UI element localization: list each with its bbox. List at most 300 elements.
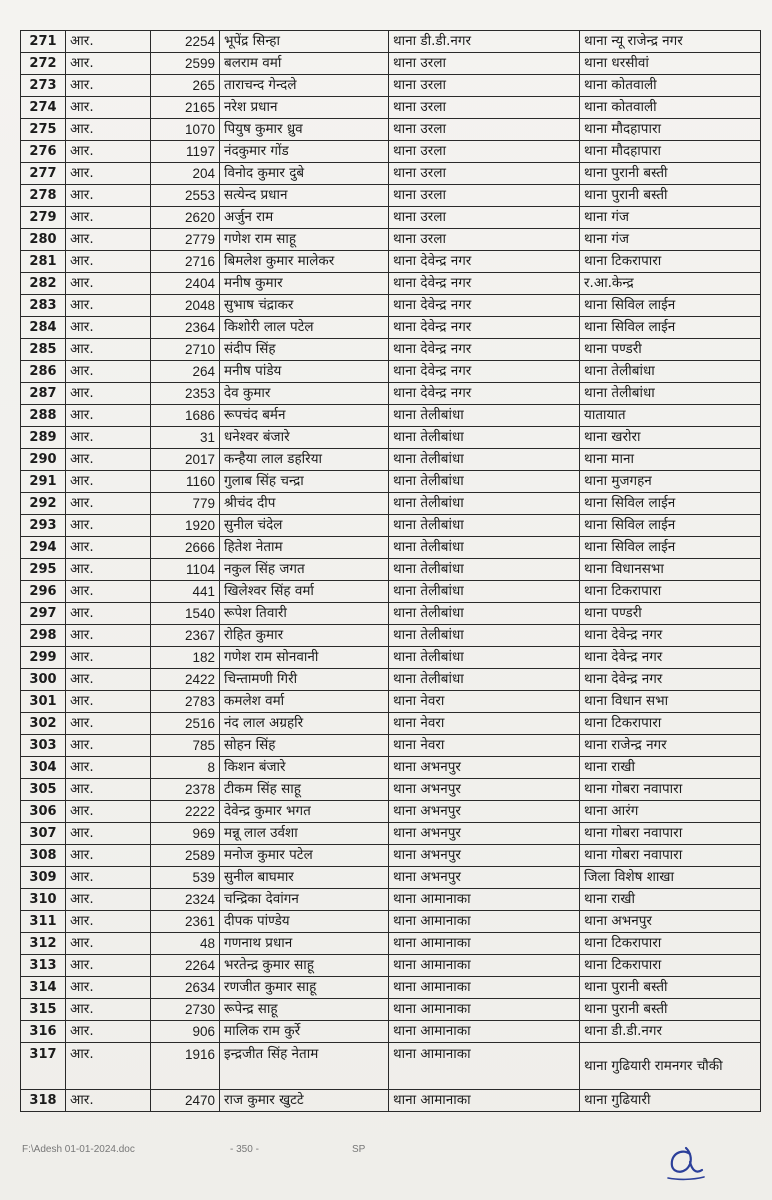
new-posting-cell: थाना आरंग <box>580 801 761 823</box>
current-posting-cell: थाना अभनपुर <box>389 757 580 779</box>
badge-number-cell: 2620 <box>151 207 220 229</box>
badge-number-cell: 2361 <box>151 911 220 933</box>
table-row <box>21 493 761 515</box>
current-posting-cell: थाना तेलीबांधा <box>389 669 580 691</box>
badge-number-cell: 182 <box>151 647 220 669</box>
current-posting-cell: थाना देवेन्द्र नगर <box>389 383 580 405</box>
serial-number-cell: 311 <box>21 911 66 933</box>
rank-cell: आर. <box>66 53 151 75</box>
rank-cell: आर. <box>66 823 151 845</box>
table-row <box>21 361 761 383</box>
new-posting-cell: थाना खरोरा <box>580 427 761 449</box>
serial-number-cell: 282 <box>21 273 66 295</box>
current-posting-cell: थाना देवेन्द्र नगर <box>389 251 580 273</box>
table-row <box>21 647 761 669</box>
table-row <box>21 119 761 141</box>
rank-cell: आर. <box>66 141 151 163</box>
new-posting-cell: थाना पुरानी बस्ती <box>580 163 761 185</box>
employee-name-cell: नंद लाल अग्रहरि <box>220 713 389 735</box>
table-row <box>21 427 761 449</box>
new-posting-cell: थाना सिविल लाईन <box>580 537 761 559</box>
new-posting-cell: थाना टिकरापारा <box>580 955 761 977</box>
rank-cell: आर. <box>66 1090 151 1112</box>
new-posting-cell: थाना टिकरापारा <box>580 581 761 603</box>
current-posting-cell: थाना तेलीबांधा <box>389 405 580 427</box>
current-posting-cell: थाना तेलीबांधा <box>389 559 580 581</box>
badge-number-cell: 1160 <box>151 471 220 493</box>
rank-cell: आर. <box>66 471 151 493</box>
employee-name-cell: सुनील बाघमार <box>220 867 389 889</box>
serial-number-cell: 276 <box>21 141 66 163</box>
table-row <box>21 735 761 757</box>
badge-number-cell: 1104 <box>151 559 220 581</box>
employee-name-cell: किशन बंजारे <box>220 757 389 779</box>
current-posting-cell: थाना आमानाका <box>389 1043 580 1090</box>
badge-number-cell: 2470 <box>151 1090 220 1112</box>
badge-number-cell: 2422 <box>151 669 220 691</box>
employee-name-cell: देवेन्द्र कुमार भगत <box>220 801 389 823</box>
rank-cell: आर. <box>66 713 151 735</box>
serial-number-cell: 304 <box>21 757 66 779</box>
employee-name-cell: संदीप सिंह <box>220 339 389 361</box>
new-posting-cell: थाना सिविल लाईन <box>580 317 761 339</box>
serial-number-cell: 301 <box>21 691 66 713</box>
serial-number-cell: 295 <box>21 559 66 581</box>
new-posting-cell: थाना डी.डी.नगर <box>580 1021 761 1043</box>
serial-number-cell: 298 <box>21 625 66 647</box>
rank-cell: आर. <box>66 405 151 427</box>
rank-cell: आर. <box>66 999 151 1021</box>
employee-name-cell: मनीष पांडेय <box>220 361 389 383</box>
current-posting-cell: थाना तेलीबांधा <box>389 647 580 669</box>
table-row <box>21 273 761 295</box>
new-posting-cell: थाना टिकरापारा <box>580 713 761 735</box>
table-row <box>21 779 761 801</box>
badge-number-cell: 779 <box>151 493 220 515</box>
current-posting-cell: थाना देवेन्द्र नगर <box>389 361 580 383</box>
serial-number-cell: 303 <box>21 735 66 757</box>
employee-name-cell: किशोरी लाल पटेल <box>220 317 389 339</box>
current-posting-cell: थाना तेलीबांधा <box>389 603 580 625</box>
serial-number-cell: 278 <box>21 185 66 207</box>
new-posting-cell: थाना पुरानी बस्ती <box>580 999 761 1021</box>
current-posting-cell: थाना उरला <box>389 119 580 141</box>
serial-number-cell: 274 <box>21 97 66 119</box>
badge-number-cell: 2666 <box>151 537 220 559</box>
serial-number-cell: 277 <box>21 163 66 185</box>
employee-name-cell: बिमलेश कुमार मालेकर <box>220 251 389 273</box>
rank-cell: आर. <box>66 75 151 97</box>
badge-number-cell: 1686 <box>151 405 220 427</box>
table-row <box>21 801 761 823</box>
serial-number-cell: 314 <box>21 977 66 999</box>
rank-cell: आर. <box>66 537 151 559</box>
employee-name-cell: गणेश राम सोनवानी <box>220 647 389 669</box>
new-posting-cell: थाना अभनपुर <box>580 911 761 933</box>
employee-name-cell: सोहन सिंह <box>220 735 389 757</box>
table-row <box>21 31 761 53</box>
employee-name-cell: मालिक राम कुर्रे <box>220 1021 389 1043</box>
rank-cell: आर. <box>66 581 151 603</box>
employee-name-cell: सुनील चंदेल <box>220 515 389 537</box>
new-posting-cell: थाना कोतवाली <box>580 97 761 119</box>
badge-number-cell: 2165 <box>151 97 220 119</box>
table-row <box>21 603 761 625</box>
employee-name-cell: बलराम वर्मा <box>220 53 389 75</box>
rank-cell: आर. <box>66 273 151 295</box>
table-row <box>21 933 761 955</box>
new-posting-cell: थाना देवेन्द्र नगर <box>580 647 761 669</box>
current-posting-cell: थाना तेलीबांधा <box>389 537 580 559</box>
employee-name-cell: सत्येन्द प्रधान <box>220 185 389 207</box>
employee-name-cell: रूपेन्द्र साहू <box>220 999 389 1021</box>
current-posting-cell: थाना आमानाका <box>389 911 580 933</box>
employee-name-cell: रूपचंद बर्मन <box>220 405 389 427</box>
rank-cell: आर. <box>66 801 151 823</box>
badge-number-cell: 2516 <box>151 713 220 735</box>
new-posting-cell: थाना देवेन्द्र नगर <box>580 669 761 691</box>
serial-number-cell: 271 <box>21 31 66 53</box>
employee-name-cell: रूपेश तिवारी <box>220 603 389 625</box>
new-posting-cell: थाना मौदहापारा <box>580 141 761 163</box>
current-posting-cell: थाना नेवरा <box>389 735 580 757</box>
table-row <box>21 339 761 361</box>
serial-number-cell: 313 <box>21 955 66 977</box>
serial-number-cell: 318 <box>21 1090 66 1112</box>
rank-cell: आर. <box>66 317 151 339</box>
new-posting-cell: थाना मुजगहन <box>580 471 761 493</box>
new-posting-cell: थाना तेलीबांधा <box>580 383 761 405</box>
serial-number-cell: 302 <box>21 713 66 735</box>
serial-number-cell: 275 <box>21 119 66 141</box>
rank-cell: आर. <box>66 1043 151 1090</box>
current-posting-cell: थाना उरला <box>389 163 580 185</box>
badge-number-cell: 8 <box>151 757 220 779</box>
badge-number-cell: 2783 <box>151 691 220 713</box>
employee-name-cell: गुलाब सिंह चन्द्रा <box>220 471 389 493</box>
current-posting-cell: थाना उरला <box>389 207 580 229</box>
rank-cell: आर. <box>66 361 151 383</box>
employee-name-cell: कन्हैया लाल डहरिया <box>220 449 389 471</box>
employee-name-cell: विनोद कुमार दुबे <box>220 163 389 185</box>
current-posting-cell: थाना अभनपुर <box>389 845 580 867</box>
serial-number-cell: 297 <box>21 603 66 625</box>
serial-number-cell: 286 <box>21 361 66 383</box>
serial-number-cell: 290 <box>21 449 66 471</box>
table-row <box>21 713 761 735</box>
badge-number-cell: 1197 <box>151 141 220 163</box>
current-posting-cell: थाना देवेन्द्र नगर <box>389 339 580 361</box>
rank-cell: आर. <box>66 207 151 229</box>
new-posting-cell: थाना पण्डरी <box>580 339 761 361</box>
rank-cell: आर. <box>66 779 151 801</box>
badge-number-cell: 2222 <box>151 801 220 823</box>
serial-number-cell: 305 <box>21 779 66 801</box>
serial-number-cell: 317 <box>21 1043 66 1090</box>
page-footer <box>22 1144 366 1155</box>
table-row <box>21 1021 761 1043</box>
new-posting-cell: थाना गंज <box>580 229 761 251</box>
serial-number-cell: 308 <box>21 845 66 867</box>
employee-name-cell: हितेश नेताम <box>220 537 389 559</box>
rank-cell: आर. <box>66 757 151 779</box>
table-row <box>21 53 761 75</box>
table-row <box>21 317 761 339</box>
new-posting-cell: थाना सिविल लाईन <box>580 515 761 537</box>
table-row <box>21 251 761 273</box>
badge-number-cell: 2378 <box>151 779 220 801</box>
transfer-table-body <box>21 31 761 1112</box>
table-row <box>21 999 761 1021</box>
employee-name-cell: सुभाष चंद्राकर <box>220 295 389 317</box>
badge-number-cell: 785 <box>151 735 220 757</box>
badge-number-cell: 2264 <box>151 955 220 977</box>
current-posting-cell: थाना उरला <box>389 185 580 207</box>
rank-cell: आर. <box>66 229 151 251</box>
current-posting-cell: थाना अभनपुर <box>389 867 580 889</box>
serial-number-cell: 292 <box>21 493 66 515</box>
badge-number-cell: 1540 <box>151 603 220 625</box>
serial-number-cell: 280 <box>21 229 66 251</box>
new-posting-cell: जिला विशेष शाखा <box>580 867 761 889</box>
table-row <box>21 383 761 405</box>
badge-number-cell: 2634 <box>151 977 220 999</box>
rank-cell: आर. <box>66 911 151 933</box>
employee-name-cell: अर्जुन राम <box>220 207 389 229</box>
new-posting-cell: थाना पुरानी बस्ती <box>580 977 761 999</box>
current-posting-cell: थाना आमानाका <box>389 889 580 911</box>
serial-number-cell: 300 <box>21 669 66 691</box>
serial-number-cell: 294 <box>21 537 66 559</box>
table-row <box>21 229 761 251</box>
badge-number-cell: 2324 <box>151 889 220 911</box>
employee-name-cell: रणजीत कुमार साहू <box>220 977 389 999</box>
current-posting-cell: थाना आमानाका <box>389 1090 580 1112</box>
employee-name-cell: धनेश्वर बंजारे <box>220 427 389 449</box>
new-posting-cell: थाना गंज <box>580 207 761 229</box>
table-row <box>21 141 761 163</box>
badge-number-cell: 2779 <box>151 229 220 251</box>
badge-number-cell: 2254 <box>151 31 220 53</box>
rank-cell: आर. <box>66 339 151 361</box>
table-row <box>21 185 761 207</box>
current-posting-cell: थाना उरला <box>389 97 580 119</box>
table-row <box>21 845 761 867</box>
new-posting-cell: थाना राखी <box>580 757 761 779</box>
new-posting-cell: थाना पण्डरी <box>580 603 761 625</box>
rank-cell: आर. <box>66 97 151 119</box>
current-posting-cell: थाना आमानाका <box>389 999 580 1021</box>
table-row <box>21 207 761 229</box>
employee-name-cell: खिलेश्वर सिंह वर्मा <box>220 581 389 603</box>
rank-cell: आर. <box>66 845 151 867</box>
table-row <box>21 75 761 97</box>
badge-number-cell: 2404 <box>151 273 220 295</box>
new-posting-cell: र.आ.केन्द्र <box>580 273 761 295</box>
serial-number-cell: 285 <box>21 339 66 361</box>
current-posting-cell: थाना आमानाका <box>389 933 580 955</box>
badge-number-cell: 969 <box>151 823 220 845</box>
current-posting-cell: थाना उरला <box>389 53 580 75</box>
rank-cell: आर. <box>66 295 151 317</box>
badge-number-cell: 2048 <box>151 295 220 317</box>
file-path: F:\Adesh 01-01-2024.doc <box>22 1144 135 1155</box>
new-posting-cell: थाना माना <box>580 449 761 471</box>
serial-number-cell: 288 <box>21 405 66 427</box>
new-posting-cell: थाना न्यू राजेन्द्र नगर <box>580 31 761 53</box>
rank-cell: आर. <box>66 603 151 625</box>
badge-number-cell: 265 <box>151 75 220 97</box>
serial-number-cell: 289 <box>21 427 66 449</box>
table-row <box>21 757 761 779</box>
table-row <box>21 625 761 647</box>
badge-number-cell: 2364 <box>151 317 220 339</box>
new-posting-cell: थाना विधानसभा <box>580 559 761 581</box>
new-posting-cell: यातायात <box>580 405 761 427</box>
current-posting-cell: थाना अभनपुर <box>389 779 580 801</box>
serial-number-cell: 287 <box>21 383 66 405</box>
badge-number-cell: 2367 <box>151 625 220 647</box>
rank-cell: आर. <box>66 559 151 581</box>
employee-name-cell: नंदकुमार गोंड <box>220 141 389 163</box>
badge-number-cell: 2710 <box>151 339 220 361</box>
table-row <box>21 515 761 537</box>
employee-name-cell: नरेश प्रधान <box>220 97 389 119</box>
badge-number-cell: 441 <box>151 581 220 603</box>
footer-sp-label: SP <box>352 1144 366 1155</box>
table-row <box>21 471 761 493</box>
serial-number-cell: 291 <box>21 471 66 493</box>
table-row <box>21 911 761 933</box>
current-posting-cell: थाना तेलीबांधा <box>389 471 580 493</box>
rank-cell: आर. <box>66 867 151 889</box>
new-posting-cell: थाना राखी <box>580 889 761 911</box>
serial-number-cell: 310 <box>21 889 66 911</box>
serial-number-cell: 299 <box>21 647 66 669</box>
current-posting-cell: थाना देवेन्द्र नगर <box>389 273 580 295</box>
serial-number-cell: 296 <box>21 581 66 603</box>
current-posting-cell: थाना नेवरा <box>389 713 580 735</box>
rank-cell: आर. <box>66 383 151 405</box>
new-posting-cell: थाना कोतवाली <box>580 75 761 97</box>
current-posting-cell: थाना तेलीबांधा <box>389 581 580 603</box>
rank-cell: आर. <box>66 1021 151 1043</box>
employee-name-cell: दीपक पांण्डेय <box>220 911 389 933</box>
employee-name-cell: मनोज कुमार पटेल <box>220 845 389 867</box>
employee-name-cell: टीकम सिंह साहू <box>220 779 389 801</box>
rank-cell: आर. <box>66 669 151 691</box>
current-posting-cell: थाना तेलीबांधा <box>389 427 580 449</box>
badge-number-cell: 1070 <box>151 119 220 141</box>
table-row <box>21 669 761 691</box>
new-posting-cell: थाना गोबरा नवापारा <box>580 823 761 845</box>
badge-number-cell: 1916 <box>151 1043 220 1090</box>
current-posting-cell: थाना डी.डी.नगर <box>389 31 580 53</box>
employee-name-cell: ताराचन्द गेन्दले <box>220 75 389 97</box>
rank-cell: आर. <box>66 647 151 669</box>
table-row <box>21 867 761 889</box>
rank-cell: आर. <box>66 251 151 273</box>
current-posting-cell: थाना तेलीबांधा <box>389 625 580 647</box>
current-posting-cell: थाना आमानाका <box>389 955 580 977</box>
current-posting-cell: थाना तेलीबांधा <box>389 493 580 515</box>
badge-number-cell: 2730 <box>151 999 220 1021</box>
rank-cell: आर. <box>66 955 151 977</box>
employee-name-cell: नकुल सिंह जगत <box>220 559 389 581</box>
employee-name-cell: गणेश राम साहू <box>220 229 389 251</box>
rank-cell: आर. <box>66 185 151 207</box>
current-posting-cell: थाना तेलीबांधा <box>389 449 580 471</box>
new-posting-cell: थाना पुरानी बस्ती <box>580 185 761 207</box>
current-posting-cell: थाना देवेन्द्र नगर <box>389 317 580 339</box>
badge-number-cell: 2017 <box>151 449 220 471</box>
rank-cell: आर. <box>66 625 151 647</box>
badge-number-cell: 2716 <box>151 251 220 273</box>
new-posting-cell: थाना गोबरा नवापारा <box>580 779 761 801</box>
new-posting-cell: थाना गोबरा नवापारा <box>580 845 761 867</box>
table-row <box>21 163 761 185</box>
serial-number-cell: 312 <box>21 933 66 955</box>
current-posting-cell: थाना अभनपुर <box>389 823 580 845</box>
serial-number-cell: 284 <box>21 317 66 339</box>
badge-number-cell: 31 <box>151 427 220 449</box>
employee-name-cell: रोहित कुमार <box>220 625 389 647</box>
badge-number-cell: 264 <box>151 361 220 383</box>
current-posting-cell: थाना नेवरा <box>389 691 580 713</box>
new-posting-cell: थाना सिविल लाईन <box>580 493 761 515</box>
table-row <box>21 97 761 119</box>
rank-cell: आर. <box>66 515 151 537</box>
new-posting-cell: थाना टिकरापारा <box>580 251 761 273</box>
rank-cell: आर. <box>66 31 151 53</box>
table-row <box>21 405 761 427</box>
rank-cell: आर. <box>66 449 151 471</box>
serial-number-cell: 309 <box>21 867 66 889</box>
new-posting-cell: थाना मौदहापारा <box>580 119 761 141</box>
rank-cell: आर. <box>66 427 151 449</box>
current-posting-cell: थाना उरला <box>389 141 580 163</box>
employee-name-cell: चिन्तामणी गिरी <box>220 669 389 691</box>
serial-number-cell: 283 <box>21 295 66 317</box>
badge-number-cell: 2353 <box>151 383 220 405</box>
table-row <box>21 691 761 713</box>
employee-name-cell: कमलेश वर्मा <box>220 691 389 713</box>
current-posting-cell: थाना उरला <box>389 229 580 251</box>
new-posting-cell: थाना देवेन्द्र नगर <box>580 625 761 647</box>
employee-name-cell: देव कुमार <box>220 383 389 405</box>
new-posting-cell: थाना गुढियारी <box>580 1090 761 1112</box>
new-posting-cell: थाना सिविल लाईन <box>580 295 761 317</box>
employee-name-cell: इन्द्रजीत सिंह नेताम <box>220 1043 389 1090</box>
current-posting-cell: थाना देवेन्द्र नगर <box>389 295 580 317</box>
badge-number-cell: 906 <box>151 1021 220 1043</box>
employee-name-cell: श्रीचंद दीप <box>220 493 389 515</box>
table-row <box>21 295 761 317</box>
new-posting-cell: थाना टिकरापारा <box>580 933 761 955</box>
employee-name-cell: गणनाथ प्रधान <box>220 933 389 955</box>
serial-number-cell: 272 <box>21 53 66 75</box>
badge-number-cell: 2589 <box>151 845 220 867</box>
rank-cell: आर. <box>66 163 151 185</box>
employee-name-cell: मनीष कुमार <box>220 273 389 295</box>
employee-name-cell: चन्द्रिका देवांगन <box>220 889 389 911</box>
table-row <box>21 889 761 911</box>
signature-mark <box>660 1140 708 1184</box>
table-row <box>21 977 761 999</box>
rank-cell: आर. <box>66 889 151 911</box>
current-posting-cell: थाना तेलीबांधा <box>389 515 580 537</box>
transfer-table <box>20 30 761 1112</box>
